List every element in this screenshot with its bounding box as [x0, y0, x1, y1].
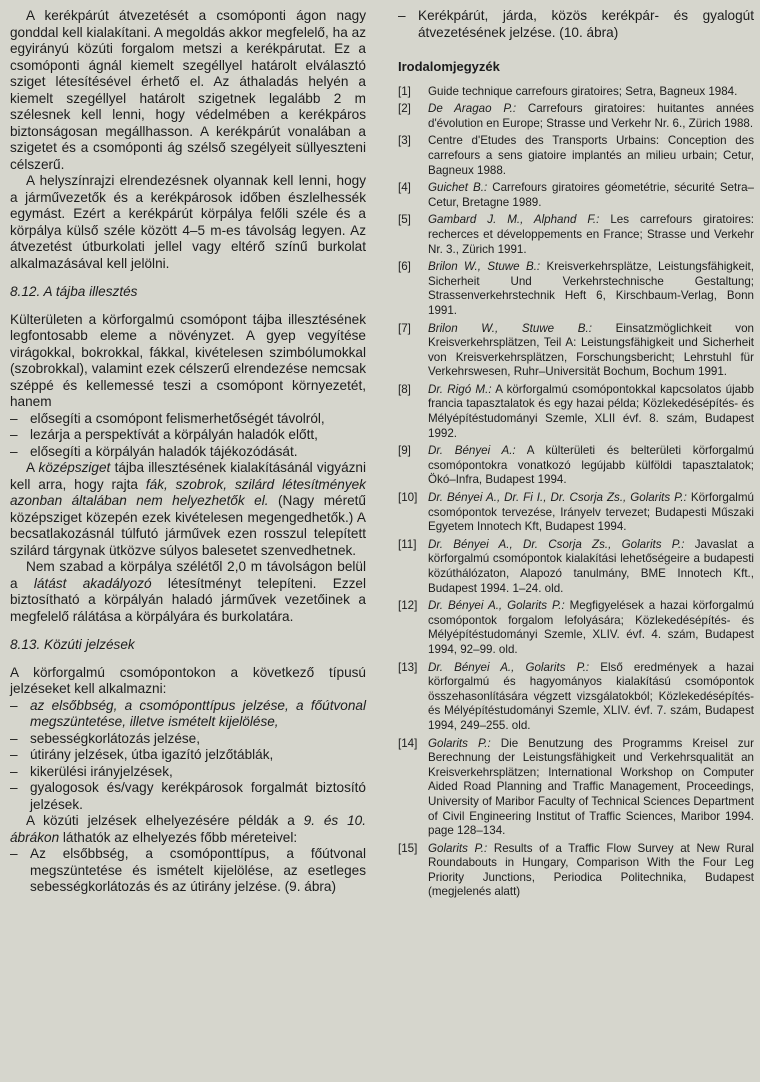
reference-text [428, 322, 754, 380]
emphasis-text: középsziget [38, 460, 111, 475]
emphasis-text: 9. és 10. ábrákon [10, 813, 366, 845]
reference-number: [2] [398, 102, 411, 116]
reference-item [398, 134, 754, 178]
reference-number: [1] [398, 84, 411, 98]
section-8-13-heading: 8.13. Közúti jelzések [10, 637, 135, 652]
reference-author: Golarits P.: [428, 841, 488, 855]
reference-author: Gambard J. M., Alphand F.: [428, 213, 600, 227]
reference-author: Dr. Bényei A., Golarits P.: [428, 599, 565, 613]
reference-number: [15] [398, 841, 418, 855]
reference-author: Golarits P.: [428, 736, 491, 750]
reference-text [428, 181, 754, 210]
reference-number: [10] [398, 491, 418, 505]
reference-body: Carrefours giratoires géometétrie, sécurité Setra–Cetur, Bretagne 1989. [428, 181, 754, 209]
reference-item [398, 661, 754, 734]
reference-text [428, 102, 754, 131]
reference-number: [6] [398, 260, 411, 274]
reference-text [428, 491, 754, 535]
section-8-12-list [10, 411, 366, 461]
reference-item [398, 491, 754, 535]
text-span: tájba illesztésének kialakításánál vigyázni kell arra, hogy rajta [10, 460, 367, 492]
section-8-12-paragraph-1: Külterületen a körforgalmú csomópont tájba illesztésének legfontosabb eleme a növényzet. A gyep vegyítése virágokkal, bokrokkal, fákkal, kivételesen szimbólumokkal (szobrokkal), valamint ezek célszerű elrendezése nemcsak széppé és kellemessé teszi a csomópont környezetét, hanem [10, 311, 366, 409]
references-title: Irodalomjegyzék [398, 59, 500, 74]
reference-number: [11] [398, 537, 417, 551]
reference-text [428, 538, 754, 596]
reference-body: A külterületi és belterületi körforgalmú csomópontokra vonatkozó legújabb külföldi tapasztalatok; Ökó–Infra, Budapest 1994. [428, 444, 754, 487]
reference-text [428, 383, 754, 441]
section-8-13-paragraph-1: A körforgalmú csomópontokon a következő típusú jelzéseket kell alkalmazni: [10, 664, 366, 696]
list-item: – Kerékpárút, járda, közös kerékpár- és gyalogút átvezetésének jelzése. (10. ábra) [398, 8, 754, 41]
intro-paragraph-2: A helyszínrajzi elrendezésnek olyannak kell lenni, hogy a járművezetők és a kerékpárosok időben észlelhessék egymást. Ezért a kerékpárút körpálya felőli széle és a körpálya külső széle között 4–5 m-es távolság legyen. Az átvezetést útburkolati jellel vagy eltérő színű burkolat alkalmazásával kell jelölni. [10, 173, 366, 271]
left-column [10, 8, 366, 896]
reference-item [398, 181, 754, 210]
intro-paragraph-1: A kerékpárút átvezetését a csomóponti ágon nagy gonddal kell kialakítani. A megoldás akkor megfelelő, ha az egyirányú közúti forgalom metszi a kerékpárutat. Ez a csomóponti ágnál kiemelt szegéllyel határolt elválasztó sziget létesítésével érhető el. Az áthaladás helyén a kiemelt szegéllyel határolt szigetnek legalább 2 m szélesnek kell lenni, hogy védelmében a kerékpáros biztonságosan megállhasson. A kerékpárút vonalában a szigetet és a csomóponti ág szélső szegélyeit süllyeszteni célszerű. [10, 8, 366, 172]
reference-number: [3] [398, 134, 411, 148]
references-list [398, 85, 754, 900]
sign-list-continued [398, 8, 754, 41]
reference-number: [4] [398, 181, 411, 195]
reference-item [398, 444, 754, 488]
reference-item [398, 383, 754, 441]
reference-number: [12] [398, 599, 418, 613]
section-8-12-heading: 8.12. A tájba illesztés [10, 284, 138, 299]
reference-body: Die Benutzung des Programms Kreisel zur Berechnung der Leistungsfähigkeit und Verkehrsqualität an Kreisverkehrsplätzen; International Workshop on Computer Aided Road Planning and Traffic Management, Proceedings, University of Maribor Faculty of Technical Sciences Department of Civil Engineering Institut of Traffic Sciences, Maribor 1994. page 128–134. [428, 736, 754, 838]
reference-body: Körforgalmú csomópontok tervezése, Irányelv tervezet; Budapesti Műszaki Egyetem Innotech Kft, Budapest 1994. [428, 491, 754, 534]
emphasis-text: az elsőbbség, a csomóponttípus jelzése, a főútvonal megszüntetése, illetve ismételt kijelölése, [30, 697, 366, 729]
reference-author: Dr. Bényei A., Dr. Fi I., Dr. Csorja Zs., Golarits P.: [428, 491, 687, 505]
section-8-13-paragraph-2 [10, 813, 366, 846]
reference-author: Guichet B.: [428, 181, 488, 195]
text-span: létesítményt telepíteni. Ezzel biztosítható a körpályán haladó járművek vezetőinek a megfelelő rálátása a körpályára és burkolatára. [10, 575, 366, 624]
reference-text [428, 842, 754, 900]
reference-number: [7] [398, 321, 411, 335]
list-item: – kikerülési irányjelzések, [10, 764, 366, 781]
reference-author: Dr. Rigó M.: [428, 382, 492, 396]
section-8-12-paragraph-2 [10, 460, 366, 559]
reference-number: [5] [398, 213, 411, 227]
reference-text [428, 213, 754, 257]
reference-text [428, 661, 754, 734]
reference-text [428, 444, 754, 488]
list-item: – sebességkorlátozás jelzése, [10, 731, 366, 748]
reference-author: Dr. Bényei A., Dr. Csorja Zs., Golarits P.: [428, 537, 685, 551]
reference-body: Megfigyelések a hazai körforgalmú csomópontok forgalom lefolyására; Közlekedésépítés- és Mélyépítéstudományi Szemle, XLIV. évf. 4. szám, Budapest 1994, 92–99. old. [428, 599, 754, 656]
text-span: A [26, 460, 39, 475]
reference-body: Centre d'Etudes des Transports Urbains: Conception des carrefours a sens giatoire implantés an milieu urbain; Cetur, Bagneux 1988. [428, 134, 754, 177]
reference-number: [9] [398, 444, 411, 458]
reference-author: Brilon W., Stuwe B.: [428, 321, 592, 335]
right-column [398, 8, 754, 903]
reference-item [398, 322, 754, 380]
reference-item [398, 85, 754, 100]
text-span: (Nagy méretű középsziget közepén ezek kivételesen megengedhetők.) A becsatlakozásnál túlfutó járművek ezen rosszul telepített szilárd tárgynak ütközve súlyos balesetet szenvedhetnek. [10, 493, 366, 558]
reference-number: [14] [398, 736, 418, 750]
reference-text [428, 260, 754, 318]
reference-text [428, 599, 754, 657]
list-item [10, 698, 366, 731]
list-item: – lezárja a perspektívát a körpályán haladók előtt, [10, 427, 366, 444]
reference-item [398, 538, 754, 596]
reference-body: Einsatzmöglichkeit von Kreisverkehrsplätzen, Teil A: Leistungsfähigkeit und Sicherheit von Kreisverkehrsplätzen, Forschungsbericht; Lehrstuhl für Verkehrswesen, Ruhr–Universität Bochum, Bochum 1991. [428, 321, 754, 379]
reference-item [398, 102, 754, 131]
section-8-13-list [10, 698, 366, 814]
reference-body: Guide technique carrefours giratoires; Setra, Bagneux 1984. [428, 84, 738, 98]
reference-item [398, 260, 754, 318]
text-span: Nem szabad a körpálya szélétől 2,0 m távolságon belül a [10, 559, 366, 591]
reference-number: [13] [398, 660, 418, 674]
reference-text [428, 134, 754, 178]
reference-body: Les carrefours giratoires: recherces et développements en France; Strasse und Verkehr Nr. 3., Zürich 1991. [428, 213, 754, 256]
text-span: A közúti jelzések elhelyezésére példák a [26, 813, 304, 828]
reference-body: A körforgalmú csomópontokkal kapcsolatos újabb francia tapasztalatok és egy hazai példa; Közlekedésépítés- és Mélyépítéstudományi Szemle, XLII évf. 8. szám, Budapest 1992. [428, 382, 754, 440]
reference-author: Dr. Bényei A., Golarits P.: [428, 660, 590, 674]
list-item: – útirány jelzések, útba igazító jelzőtáblák, [10, 747, 366, 764]
reference-body: Results of a Traffic Flow Survey at New Rural Roundabouts in Hungary, Comparison With the Four Leg Priority Junctions, Periodica Politechnika, Budapest (megjelenés alatt) [428, 841, 754, 899]
reference-author: Brilon W., Stuwe B.: [428, 260, 541, 274]
list-item: – Az elsőbbség, a csomóponttípus, a főútvonal megszüntetése és ismételt kijelölése, az esetleges sebességkorlátozás és az útirány jelzése. (9. ábra) [10, 846, 366, 896]
reference-body: Javaslat a körforgalmú csomópontok kialakítási lehetőségeire a budapesti közúthálózaton, Alapozó tanulmány, BME Innotech Kft., Budapest 1994. 1–24. old. [428, 537, 754, 595]
list-item: – gyalogosok és/vagy kerékpárosok forgalmát biztosító jelzések. [10, 780, 366, 813]
section-8-12-paragraph-3 [10, 559, 366, 625]
reference-body: Carrefours giratoires: huitantes années d'évolution en Europe; Strasse und Verkehr Nr. 6., Zürich 1988. [428, 102, 754, 130]
reference-body: Kreisverkehrsplätze, Leistungsfähigkeit, Sicherheit Und Verkehrstechnische Gestaltung; Strassenverkehrstechnik Heft 6, Kirschbaum-Verlag, Bonn 1991. [428, 260, 754, 317]
list-item: – elősegíti a körpályán haladók tájékozódását. [10, 444, 366, 461]
reference-item [398, 213, 754, 257]
reference-item [398, 599, 754, 657]
reference-item [398, 737, 754, 839]
reference-number: [8] [398, 382, 411, 396]
text-span: láthatók az elhelyezés főbb méreteivel: [59, 829, 298, 845]
reference-body: Első eredmények a hazai körforgalmú és hagyományos kialakítású csomópontok összehasonlítására végzett vizsgálatokból; Közlekedésépítés- és Mélyépítéstudományi Szemle, XLIV. évf. 7. szám, Budapest 1994, 249–255. old. [428, 660, 754, 732]
emphasis-text: látást akadályozó [33, 575, 152, 591]
emphasis-text: fák, szobrok, szilárd létesítmények azonban általában nem helyezhetők el. [10, 476, 366, 508]
reference-item [398, 842, 754, 900]
reference-author: Dr. Bényei A.: [428, 444, 516, 458]
list-item: – elősegíti a csomópont felismerhetőségét távolról, [10, 411, 366, 428]
reference-text [428, 737, 754, 839]
reference-author: De Aragao P.: [428, 102, 517, 116]
section-8-13-list-2 [10, 846, 366, 896]
reference-text [428, 85, 754, 100]
